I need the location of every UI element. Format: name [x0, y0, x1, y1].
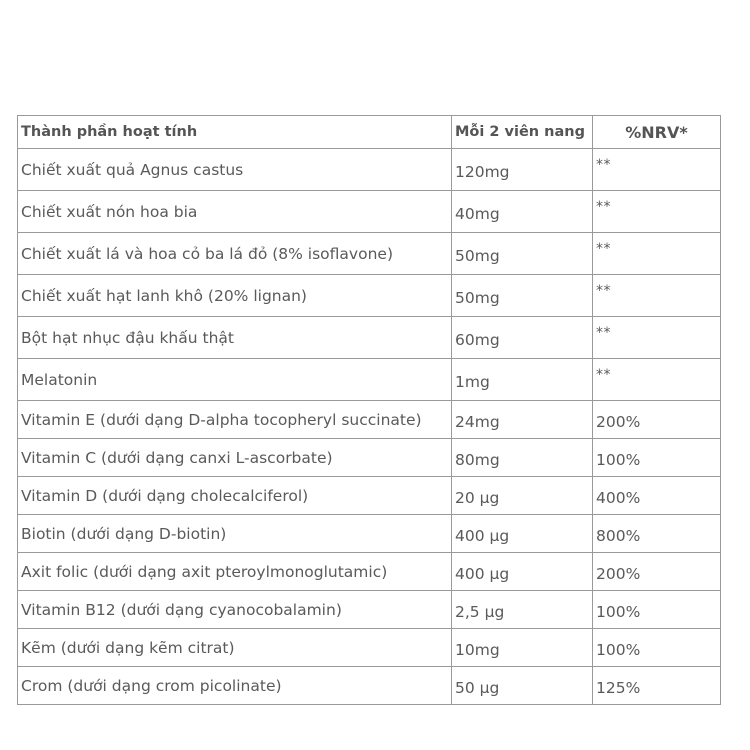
table-row [18, 477, 721, 515]
table-row [18, 359, 721, 401]
table-row [18, 233, 721, 275]
ingredient-cell: Chiết xuất hạt lanh khô (20% lignan) [18, 275, 452, 317]
ingredient-cell: Axit folic (dưới dạng axit pteroylmonoglutamic) [18, 553, 452, 591]
header-row [18, 116, 721, 149]
table-row [18, 629, 721, 667]
ingredient-cell: Vitamin D (dưới dạng cholecalciferol) [18, 477, 452, 515]
ingredient-cell: Biotin (dưới dạng D-biotin) [18, 515, 452, 553]
amount-cell: 50mg [452, 275, 593, 317]
nrv-cell: ** [593, 317, 721, 359]
amount-cell: 80mg [452, 439, 593, 477]
ingredient-cell: Kẽm (dưới dạng kẽm citrat) [18, 629, 452, 667]
table-row [18, 667, 721, 705]
amount-cell: 120mg [452, 149, 593, 191]
header-nrv: %NRV* [593, 116, 721, 149]
nrv-cell: 800% [593, 515, 721, 553]
amount-cell: 50mg [452, 233, 593, 275]
amount-cell: 2,5 µg [452, 591, 593, 629]
header-ingredient: Thành phần hoạt tính [18, 116, 452, 149]
nrv-cell: ** [593, 359, 721, 401]
nrv-cell: 200% [593, 553, 721, 591]
nrv-cell: 125% [593, 667, 721, 705]
ingredient-cell: Chiết xuất quả Agnus castus [18, 149, 452, 191]
table-row [18, 439, 721, 477]
amount-cell: 40mg [452, 191, 593, 233]
amount-cell: 10mg [452, 629, 593, 667]
amount-cell: 400 µg [452, 515, 593, 553]
amount-cell: 20 µg [452, 477, 593, 515]
nrv-cell: ** [593, 233, 721, 275]
amount-cell: 50 µg [452, 667, 593, 705]
table-row [18, 191, 721, 233]
nrv-cell: 100% [593, 629, 721, 667]
table-row [18, 317, 721, 359]
amount-cell: 400 µg [452, 553, 593, 591]
table-body [18, 149, 721, 705]
ingredient-cell: Crom (dưới dạng crom picolinate) [18, 667, 452, 705]
table-row [18, 275, 721, 317]
nrv-cell: 400% [593, 477, 721, 515]
header-amount: Mỗi 2 viên nang [452, 116, 593, 149]
amount-cell: 60mg [452, 317, 593, 359]
table-row [18, 553, 721, 591]
nrv-cell: 100% [593, 439, 721, 477]
ingredient-table [17, 115, 721, 705]
ingredient-cell: Vitamin B12 (dưới dạng cyanocobalamin) [18, 591, 452, 629]
amount-cell: 24mg [452, 401, 593, 439]
table-header [18, 116, 721, 149]
table-row [18, 515, 721, 553]
ingredient-cell: Bột hạt nhục đậu khấu thật [18, 317, 452, 359]
ingredient-cell: Vitamin C (dưới dạng canxi L-ascorbate) [18, 439, 452, 477]
nrv-cell: ** [593, 149, 721, 191]
ingredient-cell: Chiết xuất nón hoa bia [18, 191, 452, 233]
nrv-cell: ** [593, 191, 721, 233]
table-row [18, 591, 721, 629]
table-row [18, 401, 721, 439]
nrv-cell: 100% [593, 591, 721, 629]
amount-cell: 1mg [452, 359, 593, 401]
nrv-cell: ** [593, 275, 721, 317]
table-row [18, 149, 721, 191]
ingredient-cell: Vitamin E (dưới dạng D-alpha tocopheryl succinate) [18, 401, 452, 439]
ingredient-cell: Melatonin [18, 359, 452, 401]
ingredient-cell: Chiết xuất lá và hoa cỏ ba lá đỏ (8% isoflavone) [18, 233, 452, 275]
nrv-cell: 200% [593, 401, 721, 439]
